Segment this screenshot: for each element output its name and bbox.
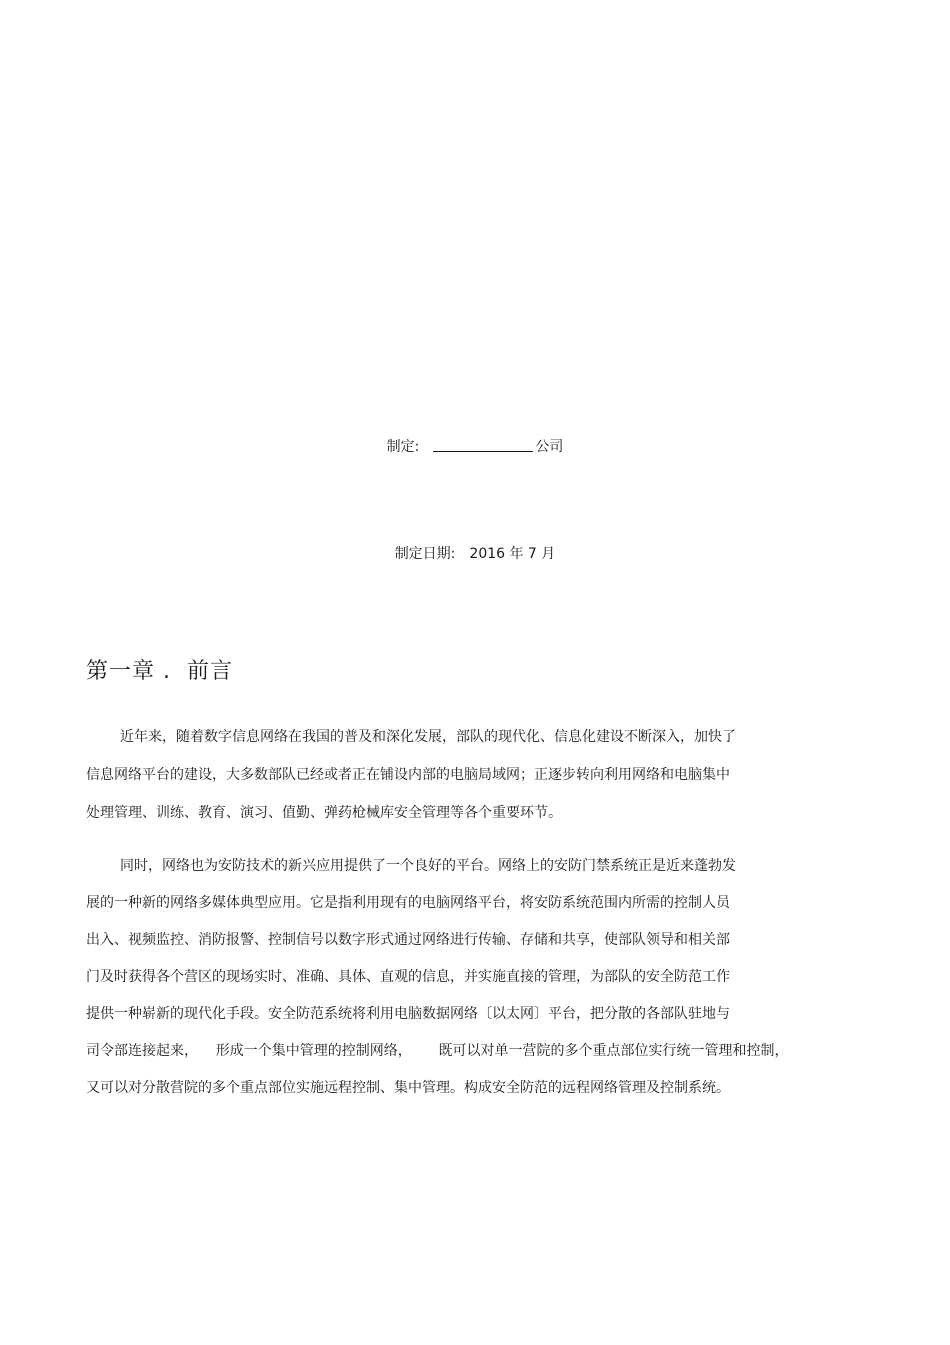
date-label: 制定日期:	[394, 546, 456, 562]
paragraph-line: 处理管理、训练、教育、演习、值勤、弹药枪械库安全管理等各个重要环节。	[86, 805, 562, 821]
paragraph-line: 又可以对分散营院的多个重点部位实施远程控制、集中管理。构成安全防范的远程网络管理及控制系统。	[86, 1080, 730, 1096]
date-line	[0, 544, 950, 564]
paragraph-line: 展的一种新的网络多媒体典型应用。它是指利用现有的电脑网络平台，将安防系统范围内所需的控制人员	[86, 895, 730, 911]
paragraph	[86, 727, 866, 841]
paragraph-line: 出入、视频监控、消防报警、控制信号以数字形式通过网络进行传输、存储和共享，使部队领导和相关部	[86, 932, 730, 948]
paragraph-line: 门及时获得各个营区的现场实时、准确、具体、直观的信息，并实施直接的管理，为部队的安全防范工作	[86, 969, 730, 985]
paragraph-line: 同时，网络也为安防技术的新兴应用提供了一个良好的平台。网络上的安防门禁系统正是近来蓬勃发	[120, 858, 736, 874]
paragraph	[86, 856, 866, 1115]
maker-suffix: 公司	[535, 439, 564, 455]
paragraph-line: 信息网络平台的建设，大多数部队已经或者正在铺设内部的电脑局域网；正逐步转向利用网络和电脑集中	[86, 767, 730, 783]
date-value: 2016 年 7 月	[469, 546, 556, 562]
paragraph-line: 提供一种崭新的现代化手段。安全防范系统将利用电脑数据网络〔以太网〕平台，把分散的各部队驻地与	[86, 1006, 730, 1022]
company-name-blank	[433, 437, 533, 452]
maker-label: 制定:	[386, 439, 420, 455]
chapter-title: 第一章 . 前言	[86, 659, 233, 684]
maker-line	[0, 437, 950, 457]
paragraph-line: 司令部连接起来， 形成一个集中管理的控制网络， 既可以对单一营院的多个重点部位实行统一管理和控制，	[86, 1043, 789, 1059]
paragraph-line: 近年来，随着数字信息网络在我国的普及和深化发展，部队的现代化、信息化建设不断深入，加快了	[120, 729, 736, 745]
